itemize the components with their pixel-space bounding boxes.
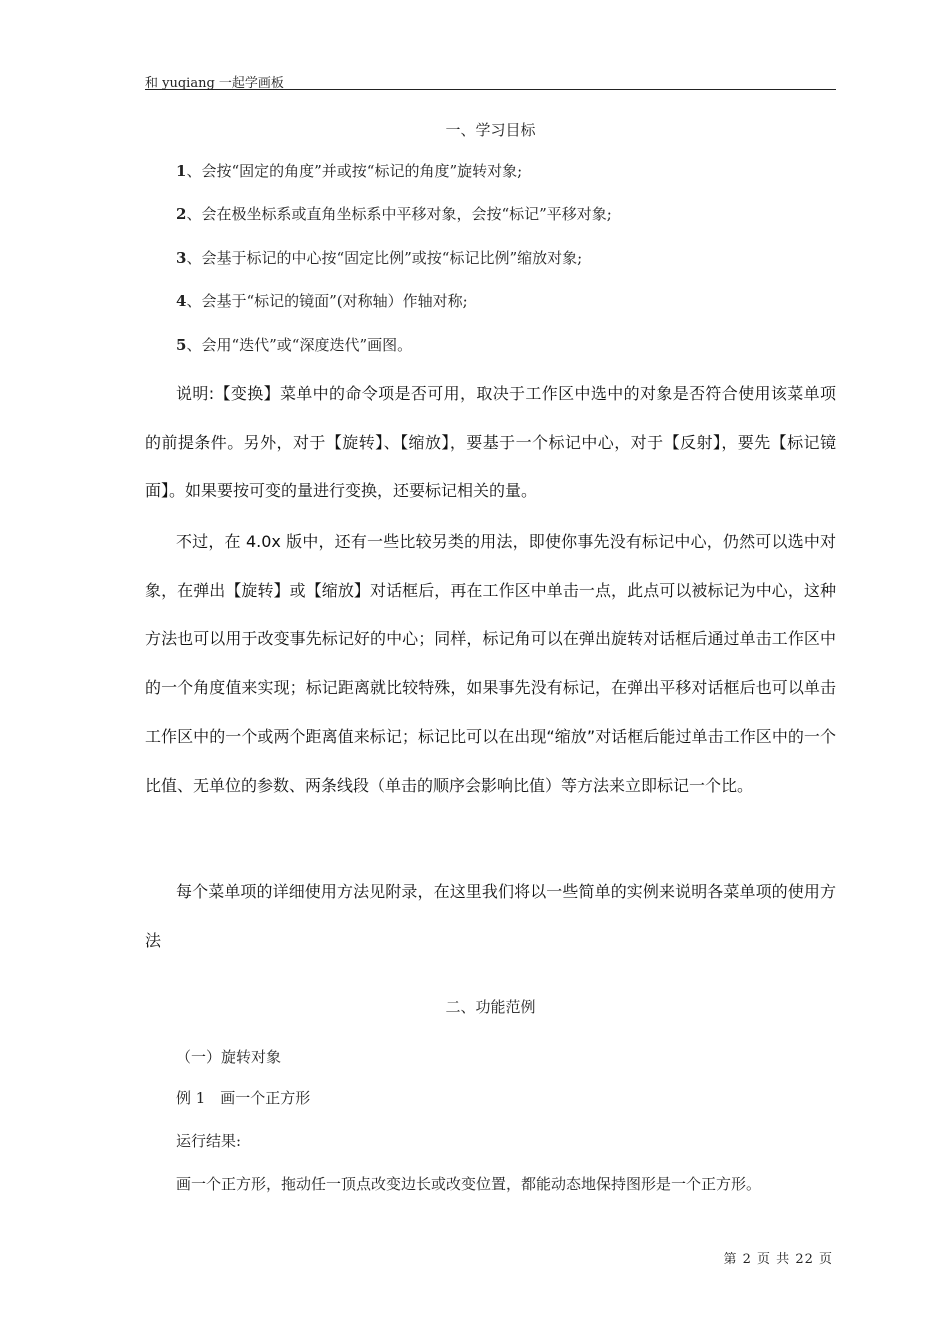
- header-rule: [145, 89, 836, 90]
- result-text: 画一个正方形，拖动任一顶点改变边长或改变位置，都能动态地保持图形是一个正方形。: [176, 1175, 762, 1193]
- objective-text: 、会用“迭代”或“深度迭代”画图。: [186, 336, 413, 354]
- objective-number: 5: [176, 336, 187, 354]
- paragraph-version-notes: 不过，在 4.0x 版中，还有一些比较另类的用法，即使你事先没有标记中心，仍然可以选中对象，在弹出【旋转】或【缩放】对话框后，再在工作区中单击一点，此点可以被标记为中心，这种方法也可以用于改变事先标记好的中心；同样，标记角可以在弹出旋转对话框后通过单击工作区中的一个角度值来实现；标记距离就比较特殊，如果事先没有标记，在弹出平移对话框后也可以单击工作区中的一个或两个距离值来标记；标记比可以在出现“缩放”对话框后能过单击工作区中的一个比值、无单位的参数、两条线段（单击的顺序会影响比值）等方法来立即标记一个比。: [145, 532, 836, 795]
- paragraph-appendix: 每个菜单项的详细使用方法见附录，在这里我们将以一些简单的实例来说明各菜单项的使用方法: [145, 882, 836, 950]
- objective-item: [176, 160, 522, 181]
- objective-text: 、会基于标记的中心按“固定比例”或按“标记比例”缩放对象;: [186, 249, 583, 267]
- section-title-objectives: 一、学习目标: [445, 121, 536, 139]
- objective-item: [176, 290, 468, 311]
- page-footer: 第 2 页 共 22 页: [723, 1252, 833, 1267]
- subsection-title: （一）旋转对象: [176, 1048, 282, 1066]
- running-header: 和 yuqiang 一起学画板: [145, 76, 284, 91]
- objective-text: 、会基于“标记的镜面”(对称轴）作轴对称;: [186, 292, 468, 310]
- example-title: 例 1 画一个正方形: [176, 1089, 311, 1107]
- objective-item: [176, 203, 612, 224]
- objective-text: 、会在极坐标系或直角坐标系中平移对象，会按“标记”平移对象;: [186, 205, 612, 223]
- result-label: 运行结果:: [176, 1132, 242, 1150]
- objective-item: [176, 247, 582, 268]
- objective-text: 、会按“固定的角度”并或按“标记的角度”旋转对象;: [186, 162, 523, 180]
- section-title-examples: 二、功能范例: [445, 998, 536, 1016]
- objective-number: 3: [176, 249, 187, 267]
- objective-number: 2: [176, 205, 187, 223]
- paragraph-explanation: 说明:【变换】菜单中的命令项是否可用，取决于工作区中选中的对象是否符合使用该菜单项的前提条件。另外，对于【旋转】、【缩放】，要基于一个标记中心，对于【反射】，要先【标记镜面】。如果要按可变的量进行变换，还要标记相关的量。: [145, 384, 836, 501]
- objective-number: 4: [176, 292, 187, 310]
- objective-number: 1: [176, 162, 187, 180]
- objective-item: [176, 334, 412, 355]
